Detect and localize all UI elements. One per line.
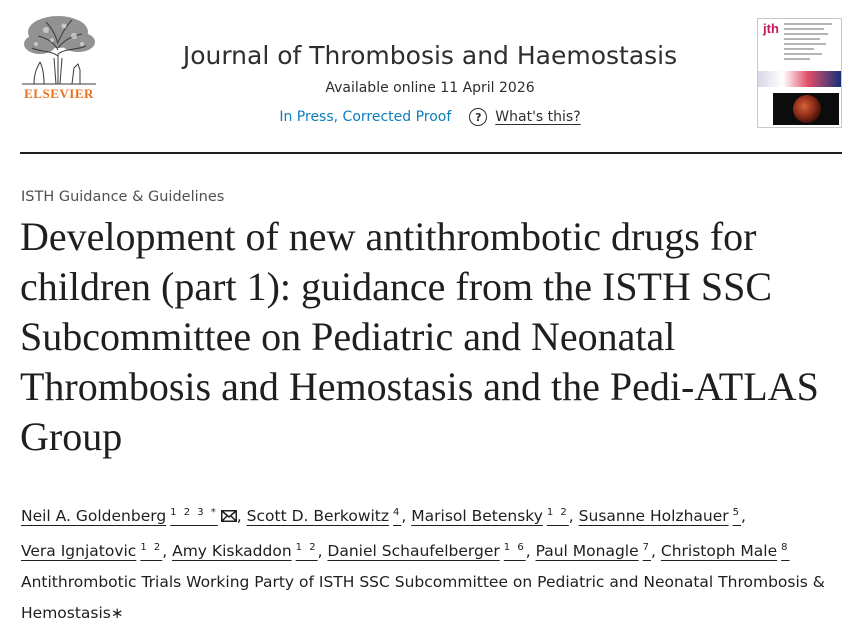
author-name: Amy Kiskaddon xyxy=(172,542,292,560)
author-name: Vera Ignjatovic xyxy=(21,542,137,560)
cover-illustration xyxy=(773,93,839,125)
author-group[interactable] xyxy=(21,567,851,629)
author-affiliation: 1 2 3 * xyxy=(170,507,218,518)
author-link[interactable] xyxy=(411,507,569,525)
publisher-wordmark: ELSEVIER xyxy=(24,86,94,101)
article-status-link[interactable]: In Press, Corrected Proof xyxy=(279,109,452,125)
journal-info xyxy=(130,38,730,127)
article-title: Development of new antithrombotic drugs for children (part 1): guidance from the ISTH SSC Subcommittee on Pediatric and Neonatal Thrombosis and Hemostasis and the Pedi-ATLAS Group xyxy=(20,214,819,459)
author-list: Neil A. Goldenberg $^{1 2 3 *}$ , Scott D. Berkowitz $^4$, Marisol Betensky $^{1 2}$, Susanne Holzhauer $^5$, Vera Ignjatovic $^{1 2}$, Amy Kiskaddon $^{1 2}$, Daniel Schaufelberger $^{1 6}$, Paul Monagle $^7$, Christoph Male $^8$ Antithrombotic Trials Working Party of ISTH SSC Subcommittee on Pediatric and Neonatal Thrombosis & Hemostasis∗ xyxy=(21,497,851,629)
author-link[interactable] xyxy=(21,507,237,525)
author-link[interactable] xyxy=(172,542,317,560)
author-name: Susanne Holzhauer xyxy=(578,507,729,525)
journal-title-link[interactable]: Journal of Thrombosis and Haemostasis xyxy=(182,41,678,70)
author-affiliation: 1 2 xyxy=(295,542,318,553)
author-name: Daniel Schaufelberger xyxy=(327,542,500,560)
author-name: Paul Monagle xyxy=(535,542,639,560)
whats-this-button[interactable] xyxy=(469,107,580,127)
cover-orb-image xyxy=(793,95,821,123)
author-name: Christoph Male xyxy=(660,542,778,560)
author-name: Neil A. Goldenberg xyxy=(21,507,167,525)
author-link[interactable] xyxy=(247,507,402,525)
author-link[interactable] xyxy=(21,542,162,560)
author-name: Scott D. Berkowitz xyxy=(246,507,390,525)
author-affiliation: 1 2 xyxy=(140,542,163,553)
elsevier-tree-icon xyxy=(20,14,98,86)
author-name: Marisol Betensky xyxy=(411,507,543,525)
cover-jth-logo: jth xyxy=(763,21,779,36)
author-link[interactable] xyxy=(327,542,525,560)
author-link[interactable] xyxy=(536,542,651,560)
author-affiliation: 8 xyxy=(781,542,790,553)
article-status-row xyxy=(130,107,730,127)
article-type-label: ISTH Guidance & Guidelines xyxy=(21,189,225,205)
author-affiliation: 4 xyxy=(393,507,402,518)
availability-date: Available online 11 April 2026 xyxy=(325,80,535,96)
journal-header xyxy=(0,0,862,152)
whats-this-label: What's this? xyxy=(495,109,581,125)
question-circle-icon: ? xyxy=(469,108,487,126)
author-affiliation: 1 2 xyxy=(546,507,569,518)
journal-cover-thumbnail[interactable] xyxy=(757,18,842,128)
author-group-mark: ∗ xyxy=(110,604,124,622)
author-link[interactable] xyxy=(579,507,741,525)
cover-text-lines xyxy=(784,23,834,63)
cover-color-band xyxy=(758,71,841,87)
author-affiliation: 1 6 xyxy=(503,542,526,553)
author-link[interactable] xyxy=(661,542,790,560)
author-affiliation: 5 xyxy=(732,507,742,518)
envelope-icon xyxy=(221,510,237,522)
author-affiliation: 7 xyxy=(642,542,652,553)
header-divider xyxy=(20,152,842,154)
author-group-name: Antithrombotic Trials Working Party of ISTH SSC Subcommittee on Pediatric and Neonatal Thrombosis & Hemostasis xyxy=(21,573,825,622)
